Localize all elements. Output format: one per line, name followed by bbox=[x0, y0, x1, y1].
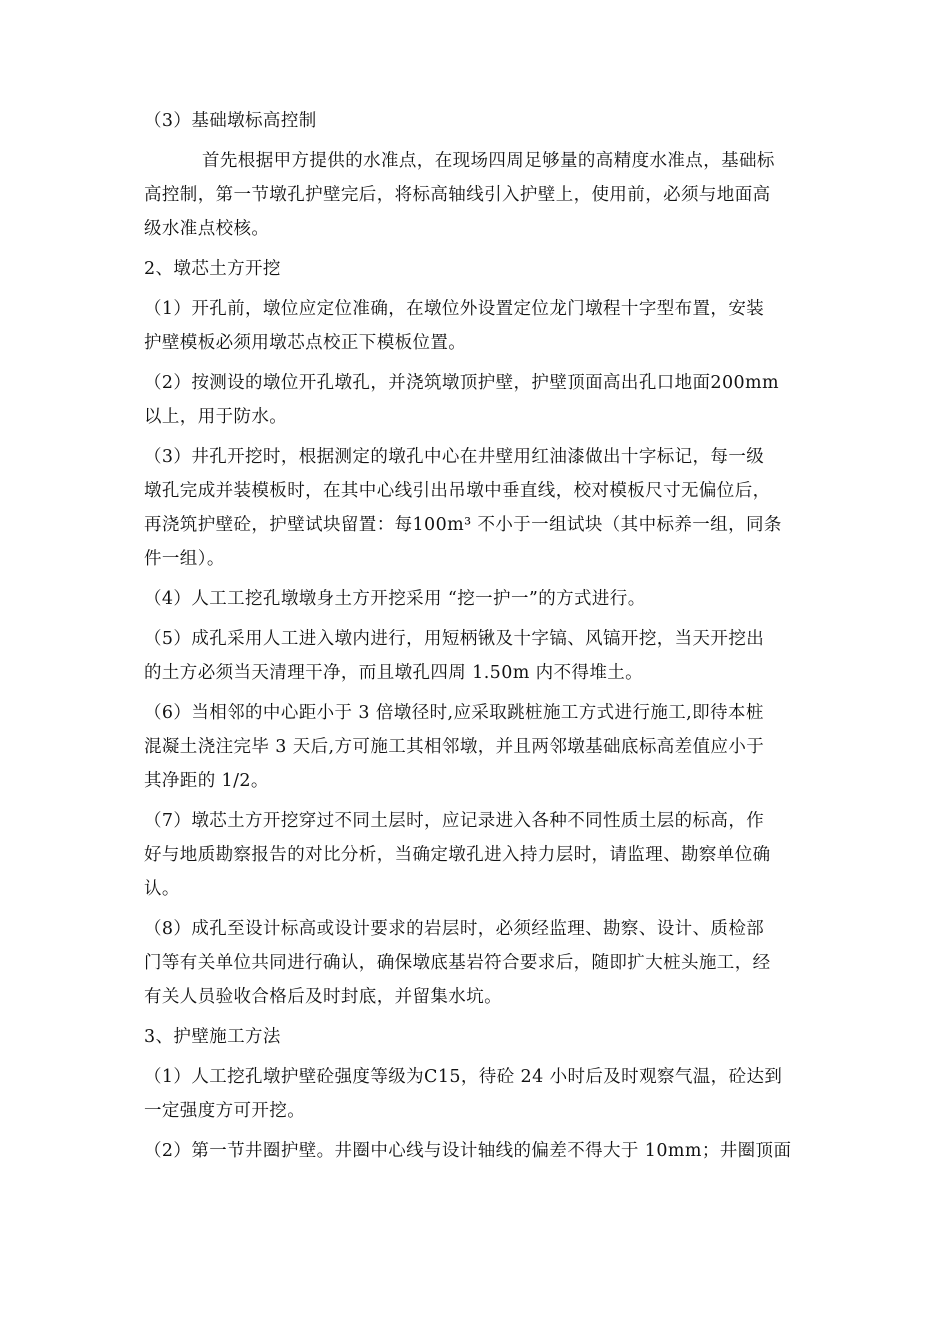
text-line: （5）成孔采用人工进入墩内进行，用短柄锹及十字镐、风镐开挖，当天开挖出 bbox=[144, 629, 765, 649]
text-line: 首先根据甲方提供的水准点，在现场四周足够量的高精度水准点，基础标 bbox=[202, 151, 775, 171]
paragraph bbox=[144, 292, 812, 360]
text-line: （6）当相邻的中心距小于 3 倍墩径时,应采取跳桩施工方式进行施工,即待本桩 bbox=[144, 703, 764, 723]
text-line: 2、墩芯土方开挖 bbox=[144, 259, 281, 279]
text-line: （1）开孔前，墩位应定位准确，在墩位外设置定位龙门墩程十字型布置，安装 bbox=[144, 299, 765, 319]
text-line: 高控制，第一节墩孔护壁完后，将标高轴线引入护壁上，使用前，必须与地面高 bbox=[144, 185, 771, 205]
text-line: 3、护壁施工方法 bbox=[144, 1027, 281, 1047]
text-line: （2）按测设的墩位开孔墩孔，并浇筑墩顶护壁，护壁顶面高出孔口地面200mm bbox=[144, 373, 780, 393]
paragraph bbox=[144, 440, 812, 576]
paragraph bbox=[144, 696, 812, 798]
text-line: 以上，用于防水。 bbox=[144, 407, 288, 427]
text-line: 护壁模板必须用墩芯点校正下模板位置。 bbox=[144, 333, 467, 353]
text-line: 的土方必须当天清理干净，而且墩孔四周 1.50m 内不得堆土。 bbox=[144, 663, 644, 683]
text-line: 门等有关单位共同进行确认，确保墩底基岩符合要求后，随即扩大桩头施工，经 bbox=[144, 953, 771, 973]
paragraph bbox=[144, 144, 812, 246]
text-line: 墩孔完成并装模板时，在其中心线引出吊墩中垂直线，校对模板尺寸无偏位后， bbox=[144, 481, 771, 501]
text-line: 级水准点校核。 bbox=[144, 219, 270, 239]
section-heading bbox=[144, 1020, 812, 1054]
text-line: （3）基础墩标高控制 bbox=[144, 111, 317, 131]
text-line: 其净距的 1/2。 bbox=[144, 771, 269, 791]
text-line: 件一组）。 bbox=[144, 549, 225, 569]
text-line: （7）墩芯土方开挖穿过不同土层时，应记录进入各种不同性质土层的标高，作 bbox=[144, 811, 765, 831]
paragraph bbox=[144, 582, 812, 616]
text-line: 混凝土浇注完毕 3 天后,方可施工其相邻墩，并且两邻墩基础底标高差值应小于 bbox=[144, 737, 765, 757]
text-line: 再浇筑护壁砼，护壁试块留置：每100m³ 不小于一组试块（其中标养一组，同条 bbox=[144, 515, 782, 535]
text-line: 认。 bbox=[144, 879, 180, 899]
text-line: （2）第一节井圈护壁。井圈中心线与设计轴线的偏差不得大于 10mm；井圈顶面 bbox=[144, 1141, 792, 1161]
section-heading bbox=[144, 252, 812, 286]
paragraph bbox=[144, 1134, 812, 1168]
text-line: 有关人员验收合格后及时封底，并留集水坑。 bbox=[144, 987, 502, 1007]
text-line: 一定强度方可开挖。 bbox=[144, 1101, 306, 1121]
text-line: （3）井孔开挖时，根据测定的墩孔中心在井壁用红油漆做出十字标记，每一级 bbox=[144, 447, 765, 467]
paragraph bbox=[144, 912, 812, 1014]
text-line: （1）人工挖孔墩护壁砼强度等级为C15，待砼 24 小时后及时观察气温，砼达到 bbox=[144, 1067, 783, 1087]
text-line: （8）成孔至设计标高或设计要求的岩层时，必须经监理、勘察、设计、质检部 bbox=[144, 919, 765, 939]
section-heading bbox=[144, 104, 812, 138]
paragraph bbox=[144, 804, 812, 906]
text-line: 好与地质勘察报告的对比分析，当确定墩孔进入持力层时，请监理、勘察单位确 bbox=[144, 845, 771, 865]
paragraph bbox=[144, 1060, 812, 1128]
paragraph bbox=[144, 366, 812, 434]
paragraph bbox=[144, 622, 812, 690]
document-page bbox=[144, 104, 812, 1174]
text-line: （4）人工工挖孔墩墩身土方开挖采用 “挖一护一”的方式进行。 bbox=[144, 589, 646, 609]
